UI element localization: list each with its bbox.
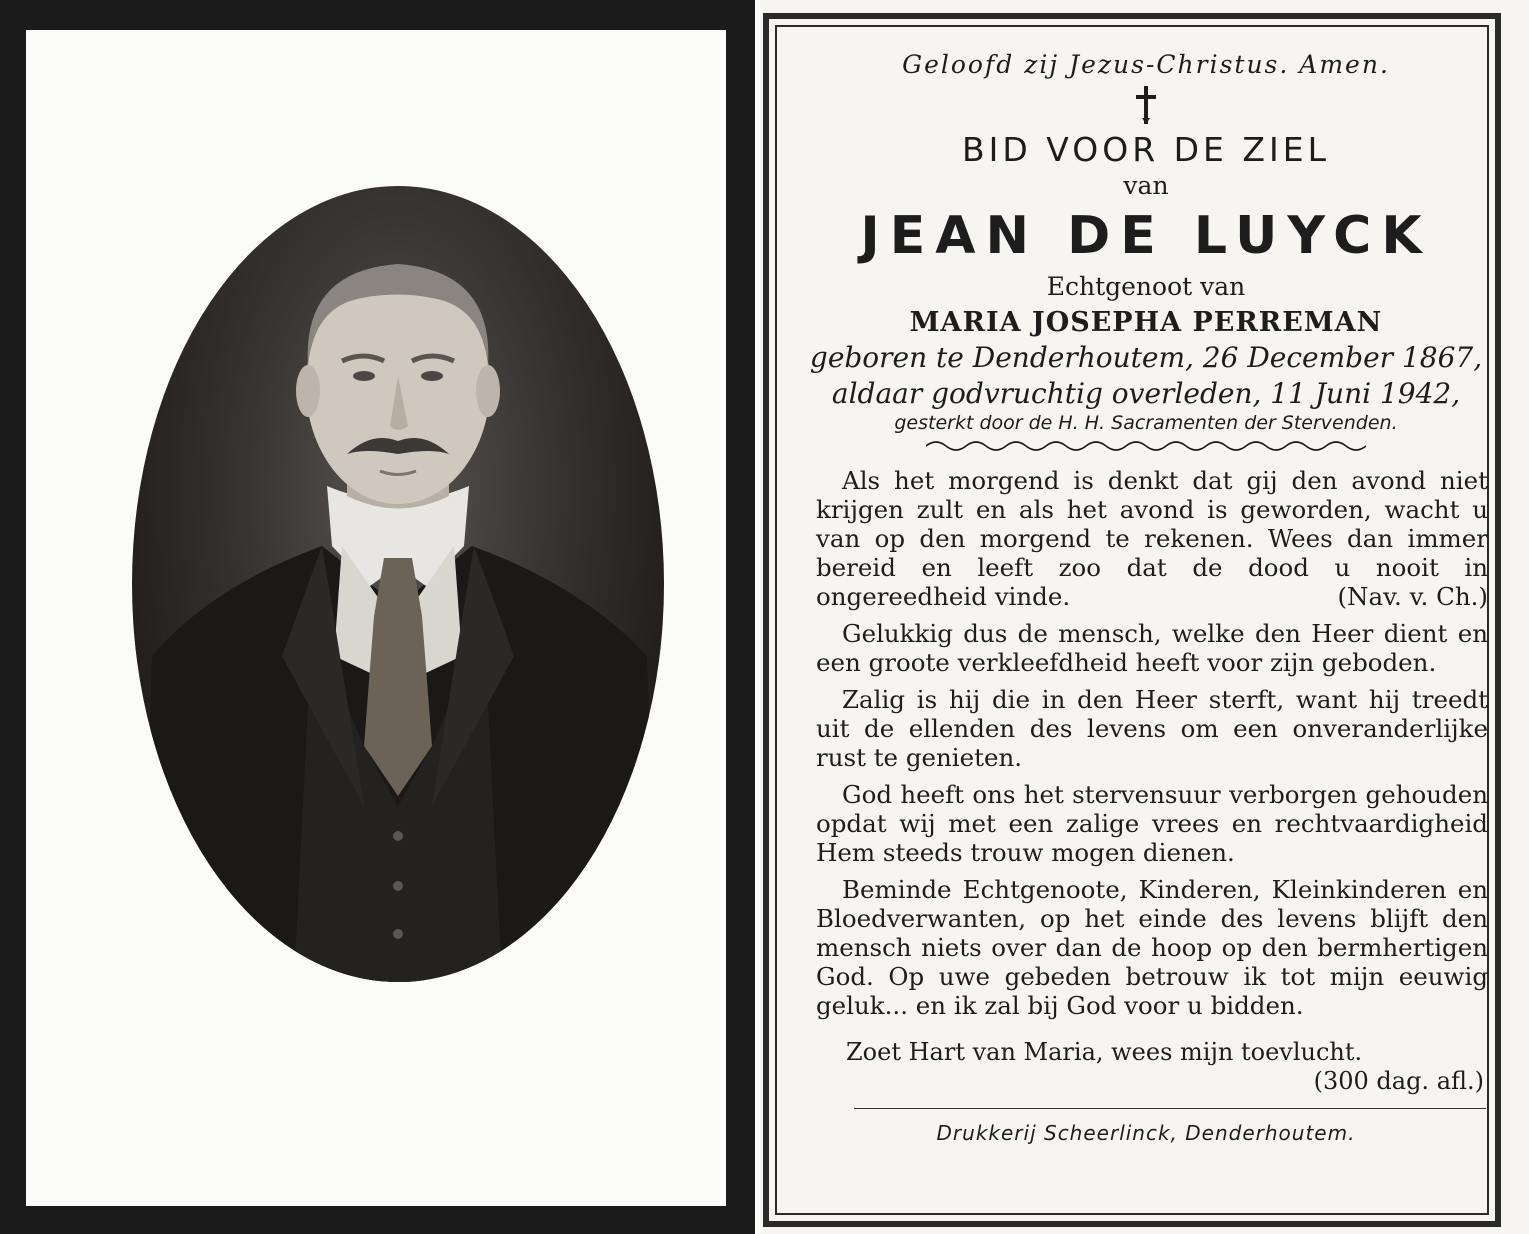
- spouse-name: MARIA JOSEPHA PERREMAN: [909, 307, 1383, 338]
- paragraph-2: Gelukkig dus de mensch, welke den Heer dient en een groote verkleefdheid heeft voor zijn geboden.: [816, 619, 1488, 677]
- closing-invocation: [846, 1038, 1488, 1096]
- portrait-photo: [132, 186, 664, 982]
- heading: BID VOOR DE ZIEL: [962, 130, 1330, 169]
- paragraph-text: Als het morgend is denkt dat gij den avond niet krijgen zult en als het avond is geworden, wacht u van op den morgend te rekenen. Wees dan immer bereid en leeft zoo dat de dood u nooit in ongereedheid vinde.: [816, 466, 1488, 611]
- indulgence-note: (300 dag. afl.): [1313, 1067, 1484, 1095]
- ear-left: [296, 365, 320, 417]
- divider-rule: [854, 1108, 1486, 1109]
- photo-card: [0, 0, 755, 1234]
- memorial-card: [760, 0, 1529, 1234]
- eye-left: [353, 371, 375, 381]
- wavy-divider-icon: [926, 438, 1366, 454]
- motto: Geloofd zij Jezus-Christus. Amen.: [902, 50, 1390, 79]
- deceased-name: JEAN DE LUYCK: [860, 206, 1432, 266]
- spouse-label: Echtgenoot van: [1046, 272, 1246, 301]
- paragraph-4: God heeft ons het stervensuur verborgen gehouden opdat wij met een zalige vrees en rechtvaardigheid Hem steeds trouw mogen dienen.: [816, 780, 1488, 867]
- birth-line: geboren te Denderhoutem, 26 December 1867,: [809, 341, 1483, 374]
- death-line: aldaar godvruchtig overleden, 11 Juni 1942,: [831, 377, 1461, 410]
- closing-text: Zoet Hart van Maria, wees mijn toevlucht.: [846, 1038, 1363, 1066]
- ear-right: [476, 365, 500, 417]
- photo-mount: [26, 30, 726, 1206]
- paragraph-source: (Nav. v. Ch.): [1337, 582, 1488, 611]
- cross-icon: [1135, 86, 1157, 124]
- van-label: van: [1123, 171, 1169, 200]
- paragraph-1: [816, 466, 1488, 611]
- prayer-text: [816, 466, 1488, 1020]
- printer-credit: Drukkerij Scheerlinck, Denderhoutem.: [936, 1121, 1356, 1145]
- portrait-figure: [132, 186, 664, 982]
- paragraph-3: Zalig is hij die in den Heer sterft, want hij treedt uit de ellenden des levens om een onveranderlijke rust te genieten.: [816, 685, 1488, 772]
- card-content: [796, 50, 1496, 1145]
- sacraments-line: gesterkt door de H. H. Sacramenten der Stervenden.: [894, 412, 1398, 434]
- paragraph-5: Beminde Echtgenoote, Kinderen, Kleinkinderen en Bloedverwanten, op het einde des levens blijft den mensch niets over dan de hoop op den bermhertigen God. Op uwe gebeden betrouw ik tot mijn eeuwig geluk... en ik zal bij God voor u bidden.: [816, 875, 1488, 1020]
- eye-right: [421, 371, 443, 381]
